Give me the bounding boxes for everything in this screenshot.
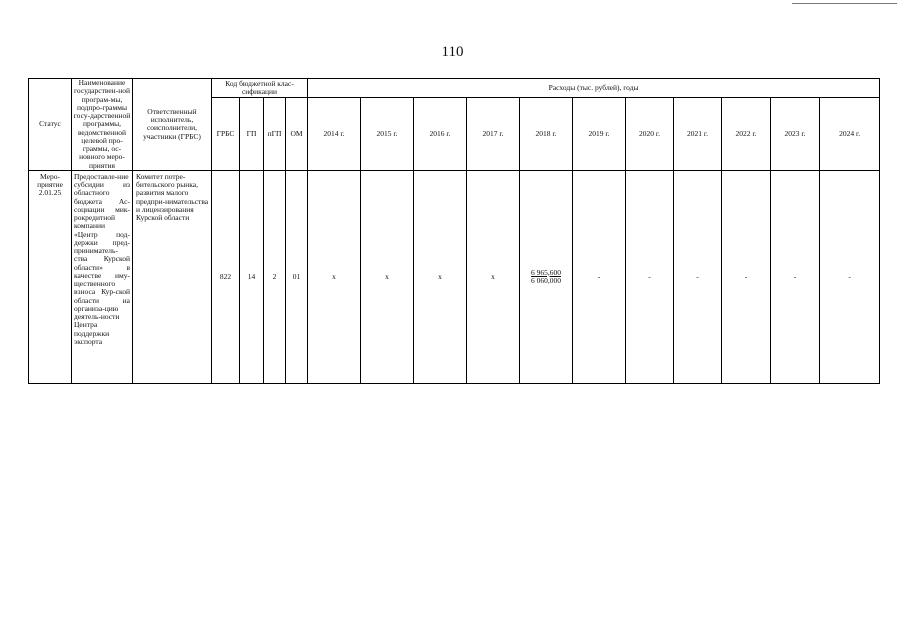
header-expenses: Расходы (тыс. рублей), годы [308, 79, 880, 98]
header-year: 2023 г. [771, 98, 820, 170]
row-value-2019: - [573, 170, 626, 383]
row-value-2016: х [414, 170, 467, 383]
header-year: 2015 г. [361, 98, 414, 170]
row-value-2020: - [626, 170, 674, 383]
header-year: 2014 г. [308, 98, 361, 170]
header-year: 2016 г. [414, 98, 467, 170]
header-year: 2024 г. [820, 98, 880, 170]
row-value-2018-bottom: 6 060,000 [531, 275, 562, 285]
header-code-grbs: ГРБС [212, 98, 240, 170]
header-code-om: ОМ [286, 98, 308, 170]
row-value-2014: х [308, 170, 361, 383]
header-code-gp: ГП [240, 98, 264, 170]
row-status: Меро-приятие 2.01.25 [29, 170, 72, 383]
row-description: Предоставле-ние субсидии из областного бюджета Ас-социации мик-рокредитной компании «Центр под-держки пред-приниматель-ства Курской области» в качестве иму-щественного взноса Кур-ской области на организа-цию деятель-ности Центра поддержки экспорта [72, 170, 133, 383]
header-year: 2022 г. [722, 98, 771, 170]
header-budget-code: Код бюджетной клас-сификации [212, 79, 308, 98]
row-grbs: 822 [212, 170, 240, 383]
row-value-2018 [520, 170, 573, 383]
budget-table [28, 78, 880, 384]
row-executor: Комитет потре-бительского рынка, развития малого предпри-нимательства и лицензирования Курской области [133, 170, 212, 383]
row-value-2022: - [722, 170, 771, 383]
header-code-pgp: пГП [264, 98, 286, 170]
row-value-2024: - [820, 170, 880, 383]
row-om: 01 [286, 170, 308, 383]
header-status: Статус [29, 79, 72, 171]
header-row-1 [29, 79, 880, 98]
header-year: 2021 г. [674, 98, 722, 170]
row-pgp: 2 [264, 170, 286, 383]
row-value-2021: - [674, 170, 722, 383]
page-number: 110 [441, 44, 464, 60]
row-value-2017: х [467, 170, 520, 383]
row-value-2015: х [361, 170, 414, 383]
header-year: 2020 г. [626, 98, 674, 170]
header-year: 2018 г. [520, 98, 573, 170]
row-value-2018-top: 6 965,600 [531, 267, 562, 277]
row-gp: 14 [240, 170, 264, 383]
header-executor: Ответственный исполнитель, соисполнители, участники (ГРБС) [133, 79, 212, 171]
header-year: 2019 г. [573, 98, 626, 170]
header-rule [792, 3, 897, 4]
table-row [29, 170, 880, 383]
header-year: 2017 г. [467, 98, 520, 170]
row-value-2023: - [771, 170, 820, 383]
header-program-name: Наименование государствен-ной програм-мы, подпро-граммы госу-дарственной программы, ведомственной целевой про-граммы, ос-новного меро-приятия [72, 79, 133, 171]
